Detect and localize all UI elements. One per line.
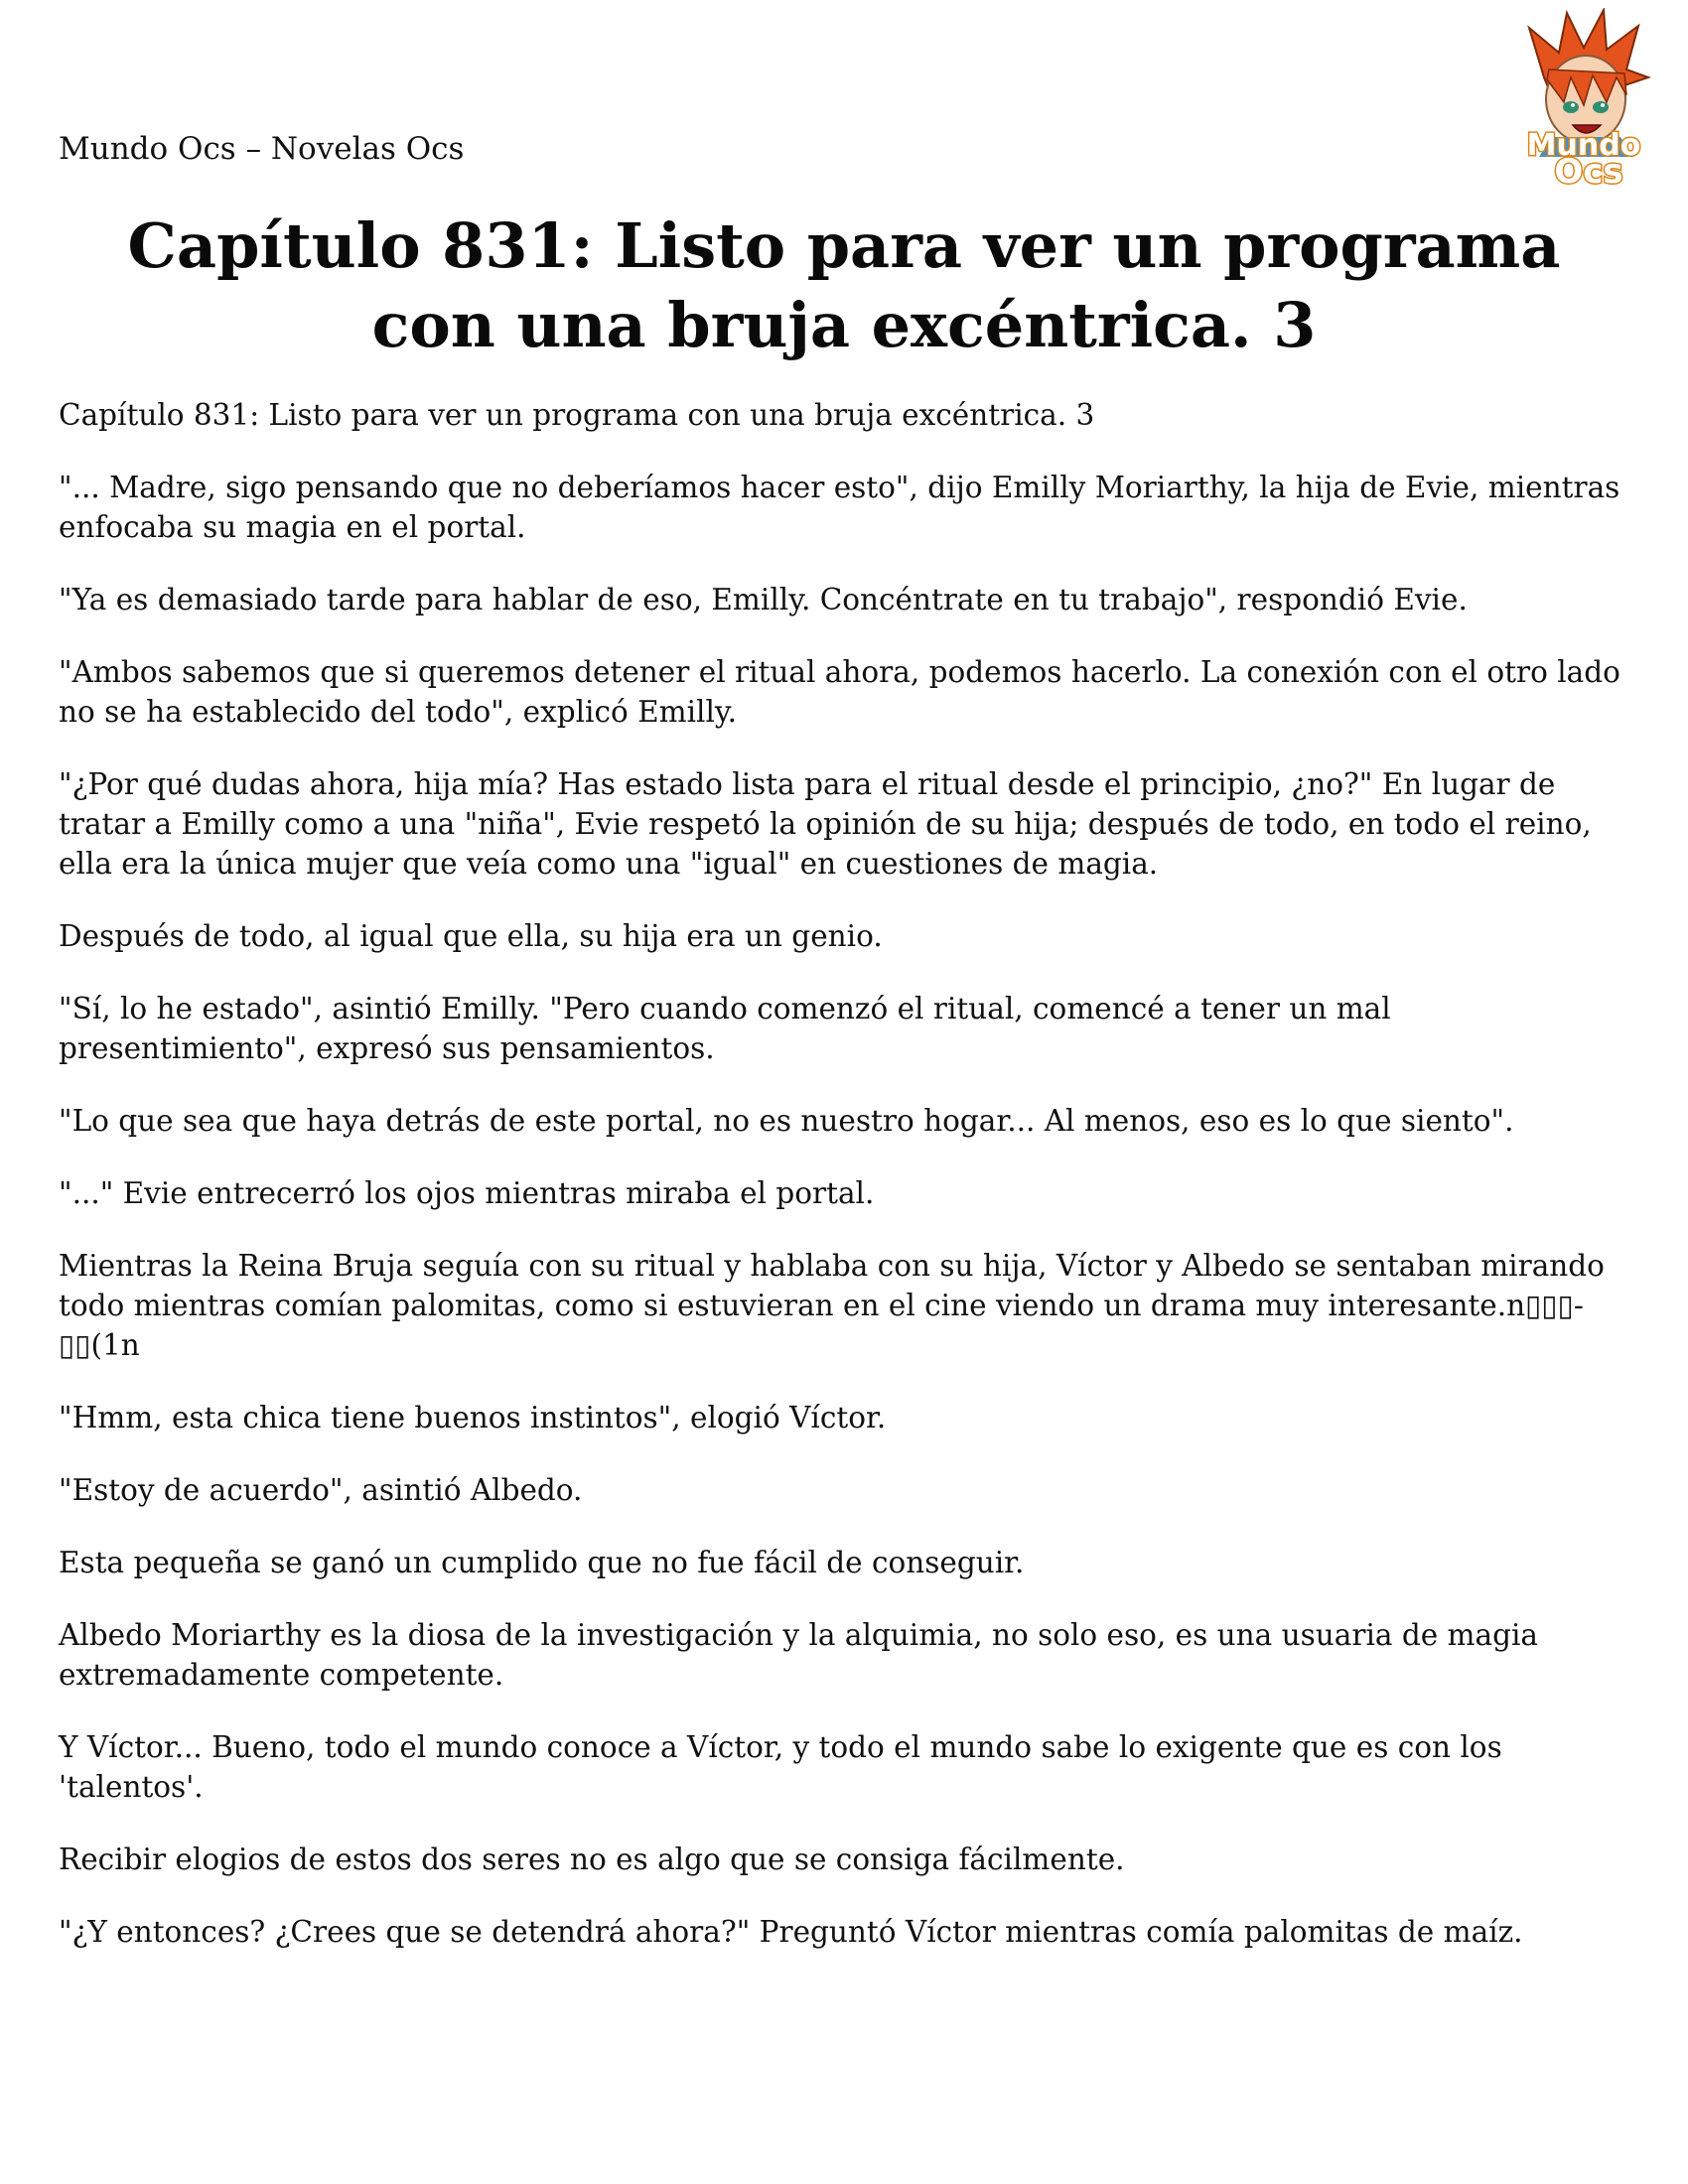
chapter-body [59, 395, 1637, 1984]
paragraph: "... Madre, sigo pensando que no deberíamos hacer esto", dijo Emilly Moriarthy, la hija de Evie, mientras enfocaba su magia en el portal. [59, 471, 1620, 544]
paragraph: "Estoy de acuerdo", asintió Albedo. [59, 1473, 583, 1507]
svg-text:Ocs: Ocs [1554, 152, 1623, 187]
site-header: Mundo Ocs – Novelas Ocs [59, 131, 465, 167]
paragraph: "Ambos sabemos que si queremos detener el ritual ahora, podemos hacerlo. La conexión con el otro lado no se ha establecido del todo", explicó Emilly. [59, 655, 1620, 729]
paragraph: "Ya es demasiado tarde para hablar de eso, Emilly. Concéntrate en tu trabajo", respondió Evie. [59, 583, 1468, 616]
paragraph: "Sí, lo he estado", asintió Emilly. "Pero cuando comenzó el ritual, comencé a tener un mal presentimiento", expresó sus pensamientos. [59, 992, 1391, 1065]
paragraph: Mientras la Reina Bruja seguía con su ritual y hablaba con su hija, Víctor y Albedo se sentaban mirando todo mientras comían palomitas, como si estuvieran en el cine viendo un drama muy interesante.n▯▯▯-▯▯(1n [59, 1249, 1605, 1362]
paragraph: Y Víctor... Bueno, todo el mundo conoce a Víctor, y todo el mundo sabe lo exigente que es con los 'talentos'. [59, 1730, 1502, 1804]
paragraph: Recibir elogios de estos dos seres no es algo que se consiga fácilmente. [59, 1843, 1125, 1876]
paragraph: Esta pequeña se ganó un cumplido que no fue fácil de conseguir. [59, 1546, 1025, 1579]
paragraph: "Lo que sea que haya detrás de este portal, no es nuestro hogar... Al menos, eso es lo que siento". [59, 1104, 1514, 1138]
paragraph: Después de todo, al igual que ella, su hija era un genio. [59, 919, 883, 953]
paragraph: "..." Evie entrecerró los ojos mientras miraba el portal. [59, 1176, 875, 1210]
paragraph: Capítulo 831: Listo para ver un programa con una bruja excéntrica. 3 [59, 398, 1095, 432]
paragraph: Albedo Moriarthy es la diosa de la investigación y la alquimia, no solo eso, es una usuaria de magia extremadamente competente. [59, 1618, 1539, 1692]
chapter-title: Capítulo 831: Listo para ver un programa con una bruja excéntrica. 3 [127, 209, 1561, 361]
paragraph: "Hmm, esta chica tiene buenos instintos", elogió Víctor. [59, 1401, 887, 1434]
paragraph: "¿Por qué dudas ahora, hija mía? Has estado lista para el ritual desde el principio, ¿no?" En lugar de tratar a Emilly como a una "niña", Evie respetó la opinión de su hija; después de todo, en todo el reino, ella era la única mujer que veía como una "igual" en cuestiones de magia. [59, 767, 1592, 881]
svg-text:Mundo: Mundo [1526, 128, 1641, 163]
paragraph: "¿Y entonces? ¿Crees que se detendrá ahora?" Preguntó Víctor mientras comía palomitas de maíz. [59, 1915, 1523, 1949]
mundo-ocs-logo [1489, 8, 1678, 187]
